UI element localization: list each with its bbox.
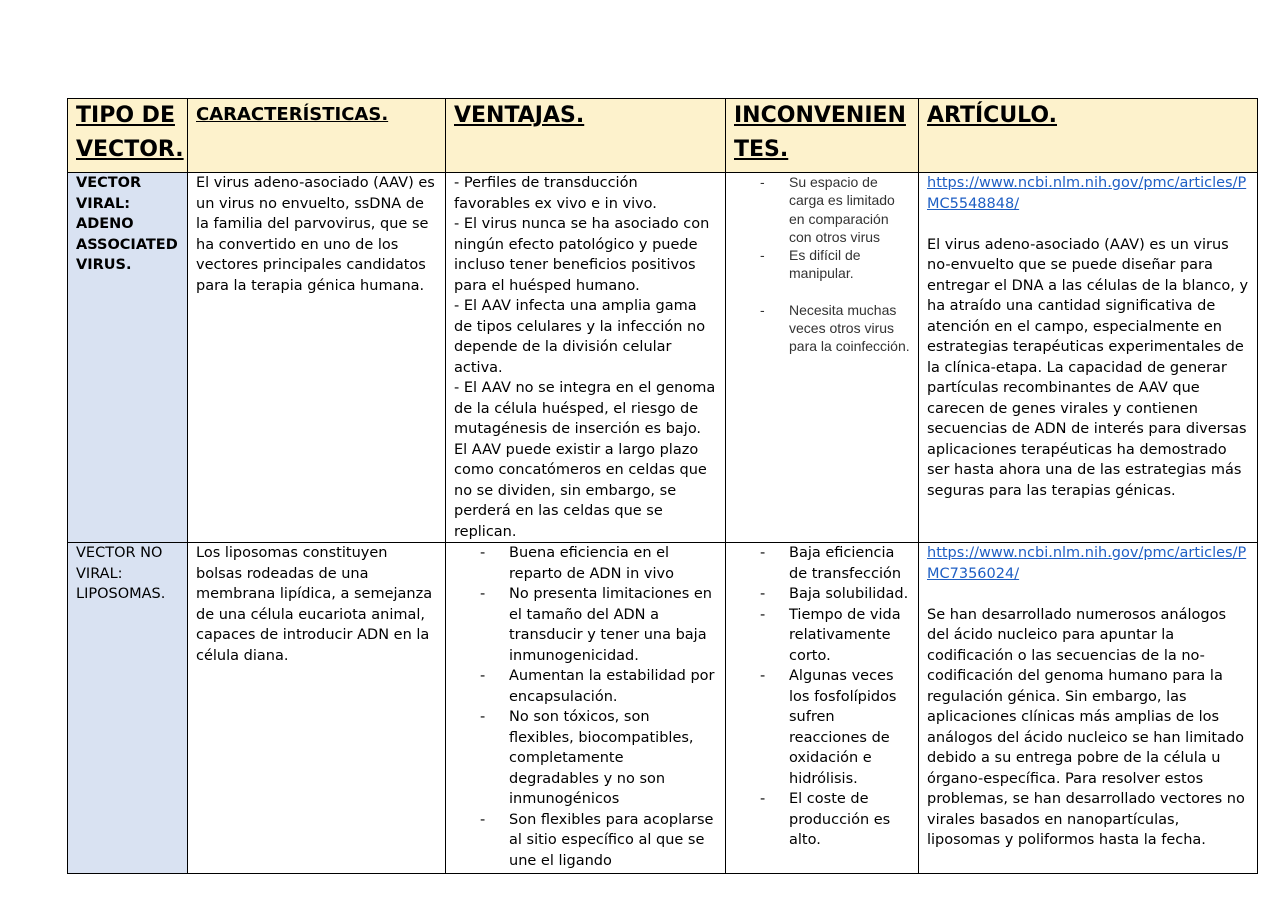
list-item: - El coste de producción es alto.	[734, 789, 910, 851]
ventaja-item: - Perfiles de transducción favorables ex vivo e in vivo.	[454, 175, 657, 212]
article-link[interactable]: https://www.ncbi.nlm.nih.gov/pmc/articles/PMC7356024/	[927, 545, 1247, 582]
cell-caracteristicas-aav: El virus adeno-asociado (AAV) es un virus no envuelto, ssDNA de la familia del parvovirus, que se ha convertido en uno de los vectores principales candidatos para la terapia génica humana.	[188, 173, 446, 543]
header-caracteristicas: CARACTERÍSTICAS.	[188, 99, 446, 173]
ventajas-list	[454, 543, 717, 871]
table-row	[68, 543, 1258, 874]
header-row	[68, 99, 1258, 173]
ventaja-item: - El virus nunca se ha asociado con ningún efecto patológico y puede incluso tener beneficios positivos para el huésped humano.	[454, 216, 710, 294]
list-item: - No son tóxicos, son flexibles, biocompatibles, completamente degradables y no son inmunogénicos	[454, 707, 717, 810]
cell-inconvenientes-liposomas	[726, 543, 919, 874]
cell-caracteristicas-liposomas: Los liposomas constituyen bolsas rodeadas de una membrana lipídica, a semejanza de una célula eucariota animal, capaces de introducir ADN en la célula diana.	[188, 543, 446, 874]
cell-ventajas-liposomas	[446, 543, 726, 874]
list-item: - Tiempo de vida relativamente corto.	[734, 605, 910, 667]
article-summary: El virus adeno-asociado (AAV) es un virus no-envuelto que se puede diseñar para entregar el DNA a las células de la blanco, y ha atraído una cantidad significativa de atención en el campo, especialmente en estrategias terapéuticas experimentales de la clínica-etapa. La capacidad de generar partículas recombinantes de AAV que carecen de genes virales y contienen secuencias de ADN de interés para diversas aplicaciones terapéuticas ha demostrado ser hasta ahora una de las estrategias más seguras para las terapias génicas.	[927, 236, 1249, 499]
header-ventajas: VENTAJAS.	[446, 99, 726, 173]
inconvenientes-list	[734, 543, 910, 851]
row-label-liposomas: VECTOR NO VIRAL: LIPOSOMAS.	[68, 543, 188, 874]
header-articulo: ARTÍCULO.	[919, 99, 1258, 173]
list-item: - Su espacio de carga es limitado en comparación con otros virus	[734, 173, 910, 246]
article-summary: Se han desarrollado numerosos análogos del ácido nucleico para apuntar la codificación o las secuencias de la no-codificación del genoma humano para la regulación génica. Sin embargo, las aplicaciones clínicas más amplias de los análogos del ácido nucleico se han limitado debido a su entrega pobre de la célula u órgano-específica. Para resolver estos problemas, se han desarrollado vectores no virales basados en nanopartículas, liposomas y poliformos hasta la fecha.	[927, 606, 1245, 848]
list-item: - No presenta limitaciones en el tamaño del ADN a transducir y tener una baja inmunogenicidad.	[454, 584, 717, 666]
list-item: - Son flexibles para acoplarse al sitio específico al que se une el ligando	[454, 810, 717, 872]
list-item: - Aumentan la estabilidad por encapsulación.	[454, 666, 717, 707]
header-tipo-vector: TIPO DE VECTOR.	[68, 99, 188, 173]
list-item: - Algunas veces los fosfolípidos sufren reacciones de oxidación e hidrólisis.	[734, 666, 910, 789]
cell-ventajas-aav	[446, 173, 726, 543]
header-inconvenientes: INCONVENIENTES.	[726, 99, 919, 173]
row-label-aav: VECTOR VIRAL: ADENO ASSOCIATED VIRUS.	[68, 173, 188, 543]
list-item: - Baja eficiencia de transfección	[734, 543, 910, 584]
list-item: - Buena eficiencia en el reparto de ADN in vivo	[454, 543, 717, 584]
ventaja-item: - El AAV no se integra en el genoma de la célula huésped, el riesgo de mutagénesis de inserción es bajo. El AAV puede existir a largo plazo como concatómeros en celdas que no se dividen, sin embargo, se perderá en las celdas que se replican.	[454, 380, 716, 540]
table-row	[68, 173, 1258, 543]
list-item: - Baja solubilidad.	[734, 584, 910, 605]
list-item: - Es difícil de manipular.	[734, 246, 910, 283]
cell-inconvenientes-aav	[726, 173, 919, 543]
inconvenientes-list	[734, 173, 910, 356]
cell-articulo-liposomas	[919, 543, 1258, 874]
cell-articulo-aav	[919, 173, 1258, 543]
list-item: - Necesita muchas veces otros virus para la coinfección.	[734, 301, 910, 356]
article-link[interactable]: https://www.ncbi.nlm.nih.gov/pmc/articles/PMC5548848/	[927, 175, 1247, 212]
ventaja-item: - El AAV infecta una amplia gama de tipos celulares y la infección no depende de la división celular activa.	[454, 298, 706, 376]
comparison-table	[67, 98, 1258, 874]
